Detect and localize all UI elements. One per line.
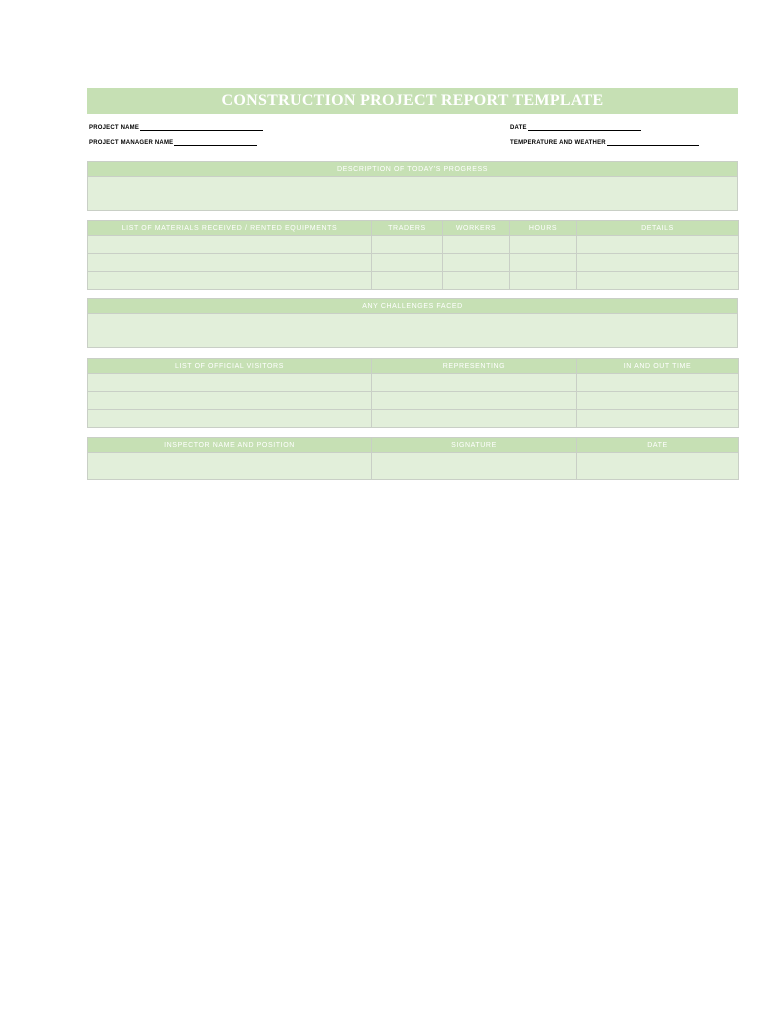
table-row xyxy=(88,374,739,392)
progress-table xyxy=(87,161,738,211)
inspector-header-row xyxy=(88,438,739,453)
table-cell[interactable] xyxy=(372,410,577,428)
report-title: CONSTRUCTION PROJECT REPORT TEMPLATE xyxy=(87,88,738,114)
project-manager-line xyxy=(174,139,257,146)
table-cell[interactable] xyxy=(443,254,510,272)
project-name-label: PROJECT NAME xyxy=(89,125,140,131)
table-cell[interactable] xyxy=(88,272,372,290)
table-cell[interactable] xyxy=(372,392,577,410)
materials-header-row xyxy=(88,221,739,236)
inspector-name-cell[interactable] xyxy=(88,453,372,480)
progress-section xyxy=(87,161,738,211)
materials-table xyxy=(87,220,739,290)
visitors-section xyxy=(87,358,738,428)
table-cell[interactable] xyxy=(510,254,577,272)
challenges-table xyxy=(87,298,738,348)
visitors-header: LIST OF OFFICIAL VISITORS xyxy=(88,359,372,374)
table-cell[interactable] xyxy=(577,254,739,272)
project-manager-field[interactable] xyxy=(89,139,257,146)
date-line xyxy=(528,124,641,131)
table-cell[interactable] xyxy=(88,236,372,254)
table-row xyxy=(88,236,739,254)
table-row xyxy=(88,410,739,428)
table-cell[interactable] xyxy=(443,272,510,290)
report-sheet xyxy=(87,88,738,449)
details-header: DETAILS xyxy=(577,221,739,236)
table-cell[interactable] xyxy=(372,272,443,290)
table-cell[interactable] xyxy=(88,254,372,272)
project-name-line xyxy=(140,124,263,131)
progress-header: DESCRIPTION OF TODAY'S PROGRESS xyxy=(88,162,738,177)
table-row xyxy=(88,392,739,410)
table-cell[interactable] xyxy=(372,374,577,392)
inspector-table xyxy=(87,437,739,480)
project-name-field[interactable] xyxy=(89,124,263,131)
temperature-weather-line xyxy=(607,139,699,146)
date-field[interactable] xyxy=(510,124,641,131)
table-cell[interactable] xyxy=(88,410,372,428)
table-row xyxy=(88,453,739,480)
signature-cell[interactable] xyxy=(372,453,577,480)
table-cell[interactable] xyxy=(510,272,577,290)
table-cell[interactable] xyxy=(510,236,577,254)
traders-header: TRADERS xyxy=(372,221,443,236)
challenges-section xyxy=(87,298,738,348)
inspector-date-cell[interactable] xyxy=(577,453,739,480)
table-cell[interactable] xyxy=(372,236,443,254)
table-cell[interactable] xyxy=(577,410,739,428)
project-manager-label: PROJECT MANAGER NAME xyxy=(89,140,174,146)
temperature-weather-field[interactable] xyxy=(510,139,699,146)
table-cell[interactable] xyxy=(577,272,739,290)
signature-header: SIGNATURE xyxy=(372,438,577,453)
inspector-section xyxy=(87,437,738,480)
date-label: DATE xyxy=(510,125,527,131)
table-row xyxy=(88,272,739,290)
materials-header: LIST OF MATERIALS RECEIVED / RENTED EQUIPMENTS xyxy=(88,221,372,236)
hours-header: HOURS xyxy=(510,221,577,236)
challenges-header: ANY CHALLENGES FACED xyxy=(88,299,738,314)
inspector-name-header: INSPECTOR NAME AND POSITION xyxy=(88,438,372,453)
table-cell[interactable] xyxy=(88,374,372,392)
workers-header: WORKERS xyxy=(443,221,510,236)
challenges-cell[interactable] xyxy=(88,314,738,348)
table-cell[interactable] xyxy=(88,392,372,410)
table-cell[interactable] xyxy=(443,236,510,254)
table-row xyxy=(88,254,739,272)
in-out-time-header: IN AND OUT TIME xyxy=(577,359,739,374)
table-cell[interactable] xyxy=(577,236,739,254)
inspector-date-header: DATE xyxy=(577,438,739,453)
table-cell[interactable] xyxy=(577,374,739,392)
project-meta xyxy=(87,114,738,150)
table-cell[interactable] xyxy=(372,254,443,272)
visitors-header-row xyxy=(88,359,739,374)
progress-cell[interactable] xyxy=(88,177,738,211)
materials-section xyxy=(87,220,738,290)
visitors-table xyxy=(87,358,739,428)
representing-header: REPRESENTING xyxy=(372,359,577,374)
temperature-weather-label: TEMPERATURE AND WEATHER xyxy=(510,140,606,146)
table-cell[interactable] xyxy=(577,392,739,410)
